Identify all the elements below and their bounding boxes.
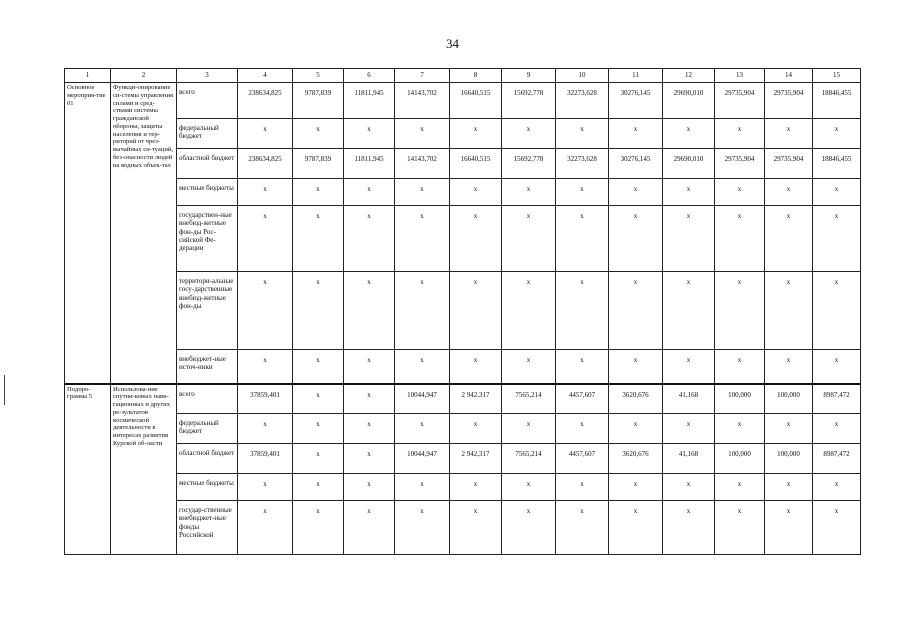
value-cell: x — [502, 474, 556, 501]
value-cell: x — [344, 384, 395, 414]
value-cell: 4457,607 — [556, 444, 609, 474]
value-cell: 32273,628 — [556, 149, 609, 179]
value-cell: 29735,904 — [715, 149, 765, 179]
value-cell: x — [765, 414, 813, 444]
value-cell: x — [715, 414, 765, 444]
column-header-1: 1 — [65, 69, 111, 83]
value-cell: 29690,010 — [663, 83, 715, 119]
value-cell: 41,168 — [663, 384, 715, 414]
value-cell: x — [450, 206, 502, 272]
value-cell: x — [813, 179, 861, 206]
value-cell: x — [450, 414, 502, 444]
value-cell: x — [609, 206, 663, 272]
value-cell: x — [502, 414, 556, 444]
column-header-4: 4 — [238, 69, 293, 83]
value-cell: x — [293, 414, 344, 444]
value-cell: x — [395, 206, 450, 272]
value-cell: 4457,607 — [556, 384, 609, 414]
value-cell: x — [293, 384, 344, 414]
value-cell: x — [344, 272, 395, 350]
value-cell: x — [344, 179, 395, 206]
value-cell: x — [765, 119, 813, 149]
value-cell: x — [556, 474, 609, 501]
table-row — [65, 119, 861, 149]
table-row — [65, 206, 861, 272]
column-header-5: 5 — [293, 69, 344, 83]
funding-source-label: внебюджет-ные источ-ники — [177, 350, 238, 384]
value-cell: x — [715, 206, 765, 272]
value-cell: 11811,945 — [344, 149, 395, 179]
value-cell: 10044,947 — [395, 444, 450, 474]
table-row — [65, 414, 861, 444]
value-cell: 2 942,317 — [450, 384, 502, 414]
value-cell: x — [395, 414, 450, 444]
value-cell: 18846,455 — [813, 83, 861, 119]
value-cell: x — [715, 501, 765, 555]
table-row — [65, 384, 861, 414]
funding-source-label: местные бюджеты — [177, 474, 238, 501]
value-cell: x — [450, 350, 502, 384]
value-cell: 11811,945 — [344, 83, 395, 119]
value-cell: 3620,676 — [609, 384, 663, 414]
value-cell: 14143,702 — [395, 83, 450, 119]
value-cell: x — [502, 206, 556, 272]
value-cell: x — [556, 119, 609, 149]
value-cell: x — [293, 350, 344, 384]
value-cell: x — [344, 474, 395, 501]
value-cell: x — [556, 501, 609, 555]
value-cell: x — [609, 179, 663, 206]
value-cell: x — [293, 474, 344, 501]
budget-table — [64, 68, 861, 555]
value-cell: x — [395, 272, 450, 350]
value-cell: 14143,702 — [395, 149, 450, 179]
value-cell: 9787,839 — [293, 149, 344, 179]
value-cell: x — [395, 119, 450, 149]
value-cell: x — [663, 350, 715, 384]
value-cell: 29735,904 — [715, 83, 765, 119]
value-cell: 16640,515 — [450, 149, 502, 179]
value-cell: 15692,778 — [502, 83, 556, 119]
value-cell: 238634,825 — [238, 149, 293, 179]
value-cell: x — [293, 501, 344, 555]
value-cell: x — [813, 474, 861, 501]
value-cell: x — [395, 501, 450, 555]
value-cell: x — [344, 501, 395, 555]
table-row — [65, 501, 861, 555]
value-cell: x — [450, 501, 502, 555]
value-cell: x — [395, 350, 450, 384]
value-cell: x — [663, 272, 715, 350]
value-cell: x — [502, 179, 556, 206]
value-cell: x — [715, 119, 765, 149]
column-header-10: 10 — [556, 69, 609, 83]
value-cell: x — [765, 272, 813, 350]
value-cell: x — [813, 206, 861, 272]
column-header-14: 14 — [765, 69, 813, 83]
value-cell: x — [813, 414, 861, 444]
value-cell: 15692,778 — [502, 149, 556, 179]
value-cell: x — [502, 350, 556, 384]
value-cell: x — [609, 414, 663, 444]
table-row — [65, 149, 861, 179]
value-cell: 100,000 — [715, 384, 765, 414]
value-cell: x — [715, 474, 765, 501]
funding-source-label: местные бюджеты — [177, 179, 238, 206]
value-cell: 7565,214 — [502, 444, 556, 474]
value-cell: x — [556, 179, 609, 206]
value-cell: x — [765, 206, 813, 272]
column-header-13: 13 — [715, 69, 765, 83]
value-cell: x — [556, 206, 609, 272]
value-cell: x — [663, 414, 715, 444]
block-name: Функци-онирование си-стемы управления силами и сред-ствами системы гражданской обороны, защиты населения и тер-риторий от чрез-вычайных си-туаций, без-опасности людей на водных объек-тах — [111, 83, 177, 384]
value-cell: x — [238, 206, 293, 272]
value-cell: x — [344, 414, 395, 444]
value-cell: 100,000 — [765, 444, 813, 474]
value-cell: x — [813, 501, 861, 555]
value-cell: 100,000 — [715, 444, 765, 474]
value-cell: x — [293, 272, 344, 350]
value-cell: 29735,904 — [765, 149, 813, 179]
column-header-15: 15 — [813, 69, 861, 83]
funding-source-label: государ-ственные внебюджет-ные фонды Российской — [177, 501, 238, 555]
value-cell: x — [765, 501, 813, 555]
value-cell: x — [395, 179, 450, 206]
value-cell: x — [502, 272, 556, 350]
value-cell: 7565,214 — [502, 384, 556, 414]
value-cell: x — [238, 414, 293, 444]
column-header-12: 12 — [663, 69, 715, 83]
column-header-2: 2 — [111, 69, 177, 83]
value-cell: x — [609, 272, 663, 350]
value-cell: x — [450, 272, 502, 350]
table-body — [65, 69, 861, 555]
value-cell: x — [344, 119, 395, 149]
funding-source-label: территори-альные госу-дарственные внебюд-жетные фон-ды — [177, 272, 238, 350]
column-header-9: 9 — [502, 69, 556, 83]
margin-mark — [4, 375, 5, 405]
value-cell: x — [344, 206, 395, 272]
value-cell: x — [238, 501, 293, 555]
value-cell: 100,000 — [765, 384, 813, 414]
value-cell: x — [813, 119, 861, 149]
value-cell: x — [715, 350, 765, 384]
funding-source-label: государствен-ные внебюд-жетные фон-ды Рос-сийской Фе-дерации — [177, 206, 238, 272]
table-row — [65, 83, 861, 119]
value-cell: x — [293, 179, 344, 206]
funding-source-label: всего — [177, 83, 238, 119]
value-cell: x — [813, 272, 861, 350]
value-cell: x — [609, 501, 663, 555]
table-row — [65, 474, 861, 501]
value-cell: x — [502, 501, 556, 555]
block-code: Основное мероприя-тие 01 — [65, 83, 111, 384]
value-cell: x — [293, 444, 344, 474]
value-cell: x — [765, 474, 813, 501]
column-header-7: 7 — [395, 69, 450, 83]
value-cell: x — [502, 119, 556, 149]
value-cell: x — [765, 350, 813, 384]
value-cell: x — [344, 444, 395, 474]
value-cell: 41,168 — [663, 444, 715, 474]
value-cell: x — [765, 179, 813, 206]
value-cell: 32273,628 — [556, 83, 609, 119]
column-header-3: 3 — [177, 69, 238, 83]
header-row — [65, 69, 861, 83]
value-cell: x — [293, 206, 344, 272]
value-cell: x — [450, 474, 502, 501]
value-cell: 37859,401 — [238, 444, 293, 474]
funding-source-label: областной бюджет — [177, 444, 238, 474]
value-cell: x — [813, 350, 861, 384]
funding-source-label: федеральный бюджет — [177, 119, 238, 149]
value-cell: 30276,145 — [609, 83, 663, 119]
value-cell: x — [450, 179, 502, 206]
block-name: Использова-ние спутни-ковых нави-гационных и других ре-зультатов космической деятельности в интересах развития Курской об-ласти — [111, 384, 177, 555]
value-cell: x — [663, 474, 715, 501]
value-cell: 16640,515 — [450, 83, 502, 119]
value-cell: 37859,401 — [238, 384, 293, 414]
value-cell: x — [293, 119, 344, 149]
column-header-8: 8 — [450, 69, 502, 83]
table-row — [65, 444, 861, 474]
value-cell: x — [395, 474, 450, 501]
value-cell: x — [238, 179, 293, 206]
value-cell: x — [663, 119, 715, 149]
value-cell: x — [238, 272, 293, 350]
value-cell: x — [663, 179, 715, 206]
value-cell: x — [238, 350, 293, 384]
value-cell: x — [715, 272, 765, 350]
value-cell: 2 942,317 — [450, 444, 502, 474]
table-row — [65, 272, 861, 350]
value-cell: x — [450, 119, 502, 149]
table-row — [65, 179, 861, 206]
value-cell: x — [556, 350, 609, 384]
value-cell: x — [663, 501, 715, 555]
value-cell: 29735,904 — [765, 83, 813, 119]
value-cell: 9787,839 — [293, 83, 344, 119]
value-cell: 8987,472 — [813, 384, 861, 414]
block-code: Подпро-грамма 5 — [65, 384, 111, 555]
value-cell: 29690,010 — [663, 149, 715, 179]
value-cell: x — [556, 414, 609, 444]
value-cell: x — [344, 350, 395, 384]
table-row — [65, 350, 861, 384]
value-cell: x — [609, 119, 663, 149]
funding-source-label: всего — [177, 384, 238, 414]
value-cell: 10044,947 — [395, 384, 450, 414]
funding-source-label: федеральный бюджет — [177, 414, 238, 444]
value-cell: x — [238, 474, 293, 501]
value-cell: 3620,676 — [609, 444, 663, 474]
value-cell: x — [715, 179, 765, 206]
value-cell: x — [663, 206, 715, 272]
column-header-11: 11 — [609, 69, 663, 83]
value-cell: x — [609, 350, 663, 384]
value-cell: 8987,472 — [813, 444, 861, 474]
value-cell: 238634,825 — [238, 83, 293, 119]
value-cell: x — [238, 119, 293, 149]
value-cell: 18846,455 — [813, 149, 861, 179]
value-cell: x — [556, 272, 609, 350]
value-cell: x — [609, 474, 663, 501]
column-header-6: 6 — [344, 69, 395, 83]
value-cell: 30276,145 — [609, 149, 663, 179]
page-number: 34 — [446, 36, 459, 51]
funding-source-label: областной бюджет — [177, 149, 238, 179]
